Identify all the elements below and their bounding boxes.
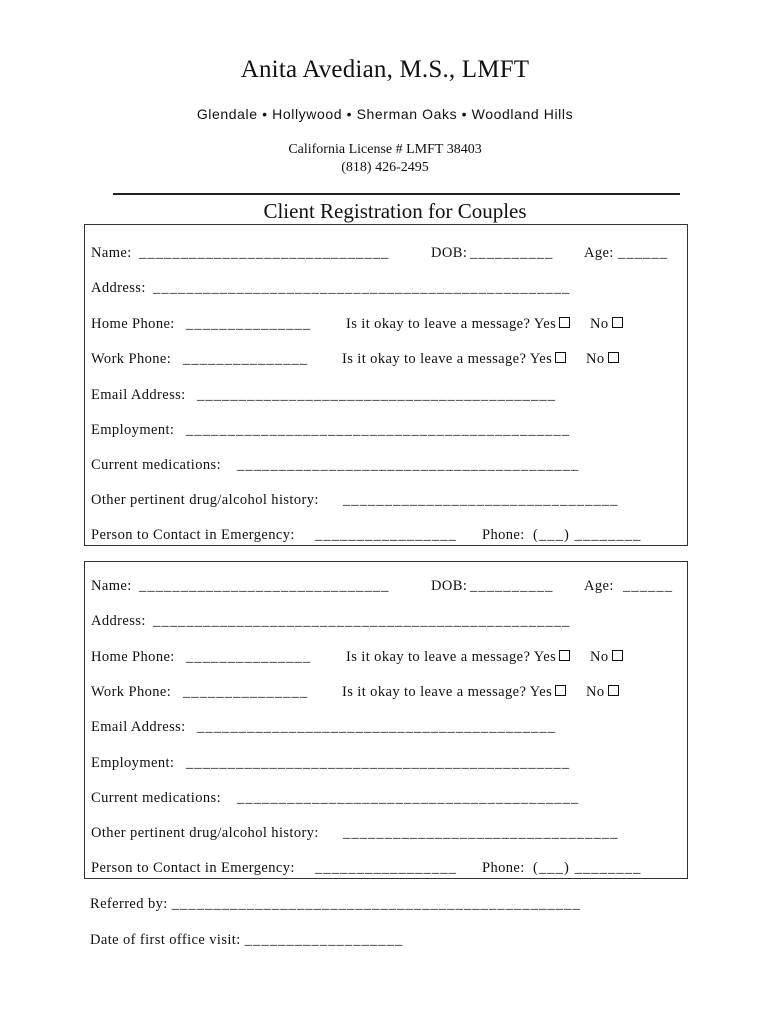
age-label: Age: — [584, 245, 614, 261]
work-no-label: No — [586, 351, 605, 367]
email-field[interactable]: ___________________________________________ — [197, 387, 557, 403]
work-message-question — [342, 351, 566, 368]
dob-field[interactable]: __________ — [470, 245, 554, 261]
employment-field[interactable]: ______________________________________________ — [186, 755, 571, 771]
work-phone-label: Work Phone: — [91, 351, 172, 367]
referred-by-label: Referred by: — [90, 896, 168, 912]
client-2-section — [84, 561, 688, 879]
page-title: Anita Avedian, M.S., LMFT — [240, 56, 530, 83]
work-phone-field[interactable]: _______________ — [183, 351, 309, 367]
home-phone-field[interactable]: _______________ — [186, 649, 312, 665]
home-no-checkbox[interactable] — [612, 317, 623, 328]
address-field[interactable]: __________________________________________________ — [153, 613, 571, 629]
work-phone-label: Work Phone: — [91, 684, 172, 700]
address-row — [91, 613, 683, 633]
dob-field[interactable]: __________ — [470, 578, 554, 594]
age-field[interactable]: ______ — [623, 578, 674, 594]
home-message-question — [346, 649, 570, 666]
home-phone-label: Home Phone: — [91, 316, 175, 332]
referred-by-field[interactable]: _________________________________________________ — [171, 896, 581, 912]
address-field[interactable]: __________________________________________________ — [153, 280, 571, 296]
drug-history-field[interactable]: _________________________________ — [343, 492, 619, 508]
header-divider — [113, 193, 680, 195]
work-no-checkbox[interactable] — [608, 352, 619, 363]
name-field[interactable]: ______________________________ — [139, 245, 390, 261]
client-1-section — [84, 224, 688, 546]
employment-label: Employment: — [91, 755, 175, 771]
medications-field[interactable]: _________________________________________ — [237, 790, 580, 806]
work-no-option — [586, 684, 619, 701]
office-phone: (818) 426-2495 — [341, 160, 429, 175]
medications-label: Current medications: — [91, 457, 222, 473]
work-message-text: Is it okay to leave a message? Yes — [342, 684, 553, 700]
employment-row — [91, 755, 683, 775]
work-no-option — [586, 351, 619, 368]
age-label: Age: — [584, 578, 614, 594]
drug-history-label: Other pertinent drug/alcohol history: — [91, 492, 319, 508]
emergency-row — [91, 860, 683, 880]
home-phone-field[interactable]: _______________ — [186, 316, 312, 332]
medications-row — [91, 457, 683, 477]
dob-label: DOB: — [431, 578, 468, 594]
name-row — [91, 578, 683, 598]
address-label: Address: — [91, 613, 146, 629]
emergency-field[interactable]: _________________ — [315, 527, 457, 543]
dob-label: DOB: — [431, 245, 468, 261]
office-locations: Glendale • Hollywood • Sherman Oaks • Woodland Hills — [196, 106, 574, 122]
drug-history-row — [91, 825, 683, 845]
license-number: California License # LMFT 38403 — [288, 142, 482, 157]
home-message-text: Is it okay to leave a message? Yes — [346, 649, 557, 665]
address-label: Address: — [91, 280, 146, 296]
email-row — [91, 719, 683, 739]
email-field[interactable]: ___________________________________________ — [197, 719, 557, 735]
drug-history-label: Other pertinent drug/alcohol history: — [91, 825, 319, 841]
work-message-text: Is it okay to leave a message? Yes — [342, 351, 553, 367]
home-message-text: Is it okay to leave a message? Yes — [346, 316, 557, 332]
emergency-phone-field[interactable]: (___) ________ — [533, 527, 642, 543]
name-row — [91, 245, 683, 265]
home-phone-label: Home Phone: — [91, 649, 175, 665]
home-yes-checkbox[interactable] — [559, 650, 570, 661]
home-message-question — [346, 316, 570, 333]
employment-label: Employment: — [91, 422, 175, 438]
drug-history-row — [91, 492, 683, 512]
age-field[interactable]: ______ — [618, 245, 669, 261]
work-phone-field[interactable]: _______________ — [183, 684, 309, 700]
address-row — [91, 280, 683, 300]
work-no-checkbox[interactable] — [608, 685, 619, 696]
home-no-label: No — [590, 649, 609, 665]
emergency-field[interactable]: _________________ — [315, 860, 457, 876]
employment-field[interactable]: ______________________________________________ — [186, 422, 571, 438]
name-field[interactable]: ______________________________ — [139, 578, 390, 594]
emergency-phone-field[interactable]: (___) ________ — [533, 860, 642, 876]
work-no-label: No — [586, 684, 605, 700]
first-visit-label: Date of first office visit: — [90, 932, 241, 948]
work-phone-row — [91, 351, 683, 371]
home-phone-row — [91, 649, 683, 669]
work-yes-checkbox[interactable] — [555, 352, 566, 363]
referred-by-row — [90, 896, 581, 913]
emergency-phone-label: Phone: — [482, 527, 525, 543]
form-title: Client Registration for Couples — [263, 199, 527, 223]
name-label: Name: — [91, 578, 132, 594]
home-no-option — [590, 316, 623, 333]
name-label: Name: — [91, 245, 132, 261]
email-label: Email Address: — [91, 719, 186, 735]
email-label: Email Address: — [91, 387, 186, 403]
first-visit-row — [90, 932, 403, 949]
emergency-label: Person to Contact in Emergency: — [91, 527, 295, 543]
work-yes-checkbox[interactable] — [555, 685, 566, 696]
employment-row — [91, 422, 683, 442]
work-phone-row — [91, 684, 683, 704]
home-no-label: No — [590, 316, 609, 332]
medications-label: Current medications: — [91, 790, 222, 806]
medications-field[interactable]: _________________________________________ — [237, 457, 580, 473]
medications-row — [91, 790, 683, 810]
home-no-option — [590, 649, 623, 666]
emergency-label: Person to Contact in Emergency: — [91, 860, 295, 876]
home-phone-row — [91, 316, 683, 336]
email-row — [91, 387, 683, 407]
home-no-checkbox[interactable] — [612, 650, 623, 661]
home-yes-checkbox[interactable] — [559, 317, 570, 328]
emergency-row — [91, 527, 683, 547]
drug-history-field[interactable]: _________________________________ — [343, 825, 619, 841]
work-message-question — [342, 684, 566, 701]
first-visit-field[interactable]: ___________________ — [244, 932, 404, 948]
emergency-phone-label: Phone: — [482, 860, 525, 876]
